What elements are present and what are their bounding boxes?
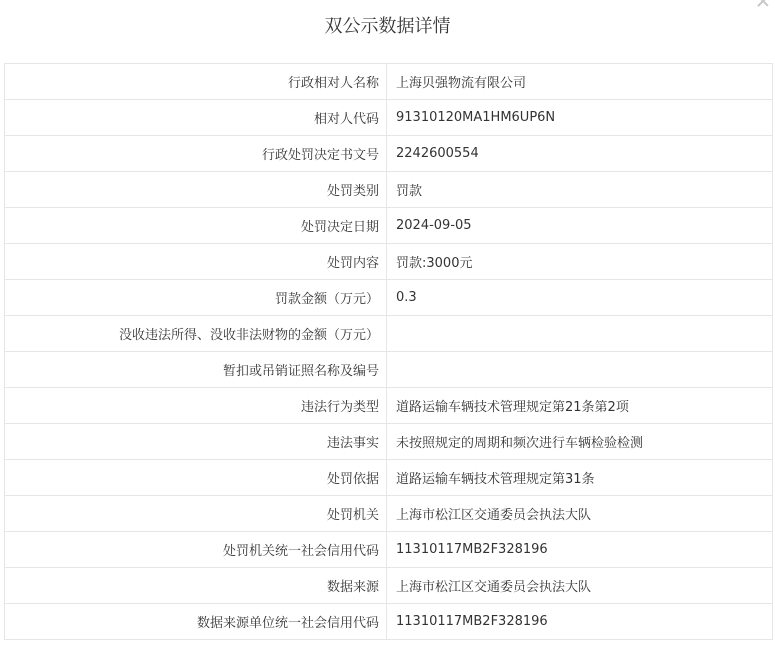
table-row xyxy=(5,460,773,496)
row-value: 0.3 xyxy=(387,280,773,316)
table-row xyxy=(5,244,773,280)
row-label: 违法行为类型 xyxy=(5,388,387,424)
row-value: 罚款:3000元 xyxy=(387,244,773,280)
row-value: 未按照规定的周期和频次进行车辆检验检测 xyxy=(387,424,773,460)
table-row xyxy=(5,64,773,100)
row-label: 处罚机关统一社会信用代码 xyxy=(5,532,387,568)
row-label: 行政处罚决定书文号 xyxy=(5,136,387,172)
table-row xyxy=(5,568,773,604)
row-value xyxy=(387,352,773,388)
row-label: 处罚类别 xyxy=(5,172,387,208)
row-label: 处罚决定日期 xyxy=(5,208,387,244)
table-row xyxy=(5,208,773,244)
detail-table xyxy=(4,63,773,640)
row-label: 暂扣或吊销证照名称及编号 xyxy=(5,352,387,388)
row-value: 11310117MB2F328196 xyxy=(387,604,773,640)
table-row xyxy=(5,136,773,172)
row-label: 违法事实 xyxy=(5,424,387,460)
close-icon[interactable] xyxy=(755,0,771,10)
table-row xyxy=(5,280,773,316)
table-row xyxy=(5,388,773,424)
table-row xyxy=(5,532,773,568)
table-row xyxy=(5,604,773,640)
row-value: 上海市松江区交通委员会执法大队 xyxy=(387,568,773,604)
row-label: 行政相对人名称 xyxy=(5,64,387,100)
row-value xyxy=(387,316,773,352)
table-row xyxy=(5,496,773,532)
row-value: 罚款 xyxy=(387,172,773,208)
row-value: 2024-09-05 xyxy=(387,208,773,244)
row-label: 数据来源单位统一社会信用代码 xyxy=(5,604,387,640)
row-value: 上海市松江区交通委员会执法大队 xyxy=(387,496,773,532)
row-label: 处罚机关 xyxy=(5,496,387,532)
row-label: 数据来源 xyxy=(5,568,387,604)
row-value: 道路运输车辆技术管理规定第21条第2项 xyxy=(387,388,773,424)
row-label: 处罚依据 xyxy=(5,460,387,496)
row-value: 上海贝强物流有限公司 xyxy=(387,64,773,100)
row-label: 没收违法所得、没收非法财物的金额（万元） xyxy=(5,316,387,352)
table-row xyxy=(5,424,773,460)
row-value: 91310120MA1HM6UP6N xyxy=(387,100,773,136)
row-label: 处罚内容 xyxy=(5,244,387,280)
row-value: 2242600554 xyxy=(387,136,773,172)
table-row xyxy=(5,352,773,388)
dialog-title: 双公示数据详情 xyxy=(324,16,451,37)
table-row xyxy=(5,316,773,352)
row-value: 道路运输车辆技术管理规定第31条 xyxy=(387,460,773,496)
row-label: 罚款金额（万元） xyxy=(5,280,387,316)
row-value: 11310117MB2F328196 xyxy=(387,532,773,568)
row-label: 相对人代码 xyxy=(5,100,387,136)
table-row xyxy=(5,100,773,136)
table-row xyxy=(5,172,773,208)
